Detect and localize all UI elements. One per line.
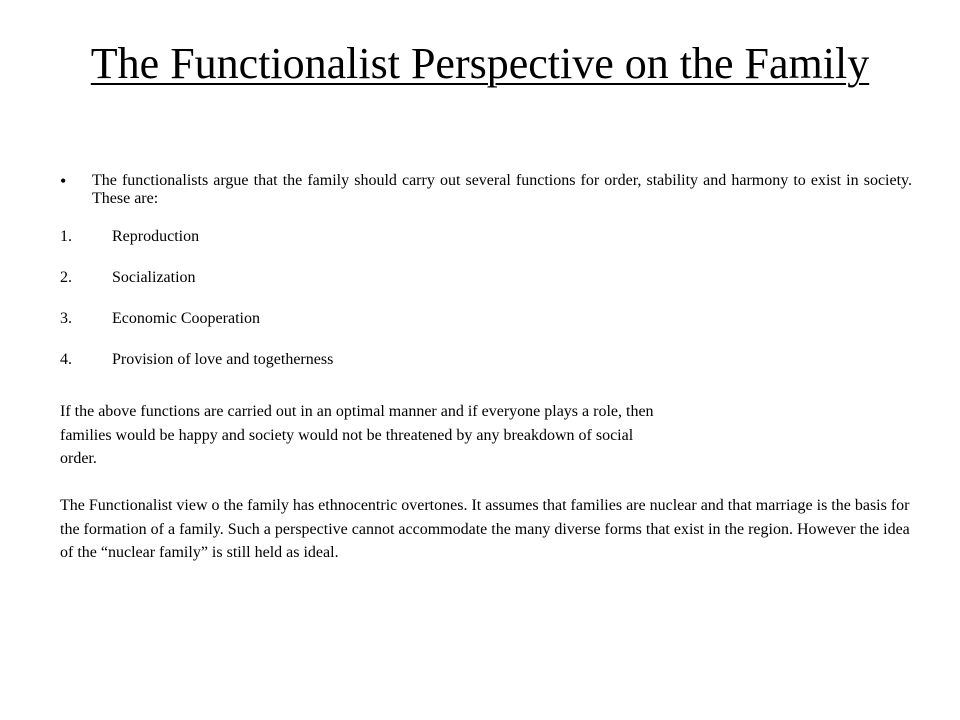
bullet-text: The functionalists argue that the family should carry out several functions for order, stability and harmony to exist in society. These are: [92,172,912,207]
list-item-label: Economic Cooperation [112,310,260,327]
functions-list [60,226,660,390]
slide-title: The Functionalist Perspective on the Family [90,39,870,88]
list-item-number: 4. [60,351,72,368]
paragraph-ethnocentric-critique: The Functionalist view o the family has ethnocentric overtones. It assumes that families are nuclear and that marriage is the basis for the formation of a family. Such a perspective cannot accommodate the many diverse forms that exist in the region. However the idea of the “nuclear family” is still held as ideal. [60,497,910,561]
list-item [60,267,660,308]
list-item-label: Provision of love and togetherness [112,351,334,368]
list-item-number: 1. [60,228,72,245]
list-item-number: 2. [60,269,72,286]
paragraph-optimal-functions: If the above functions are carried out in an optimal manner and if everyone plays a role, then families would be happy and society would not be threatened by any breakdown of social order. [60,403,654,467]
list-item [60,226,660,267]
list-item-number: 3. [60,310,72,327]
list-item-label: Reproduction [112,228,200,245]
list-item [60,308,660,349]
list-item [60,349,660,390]
bullet-dot-icon: • [60,171,67,191]
list-item-label: Socialization [112,269,196,286]
